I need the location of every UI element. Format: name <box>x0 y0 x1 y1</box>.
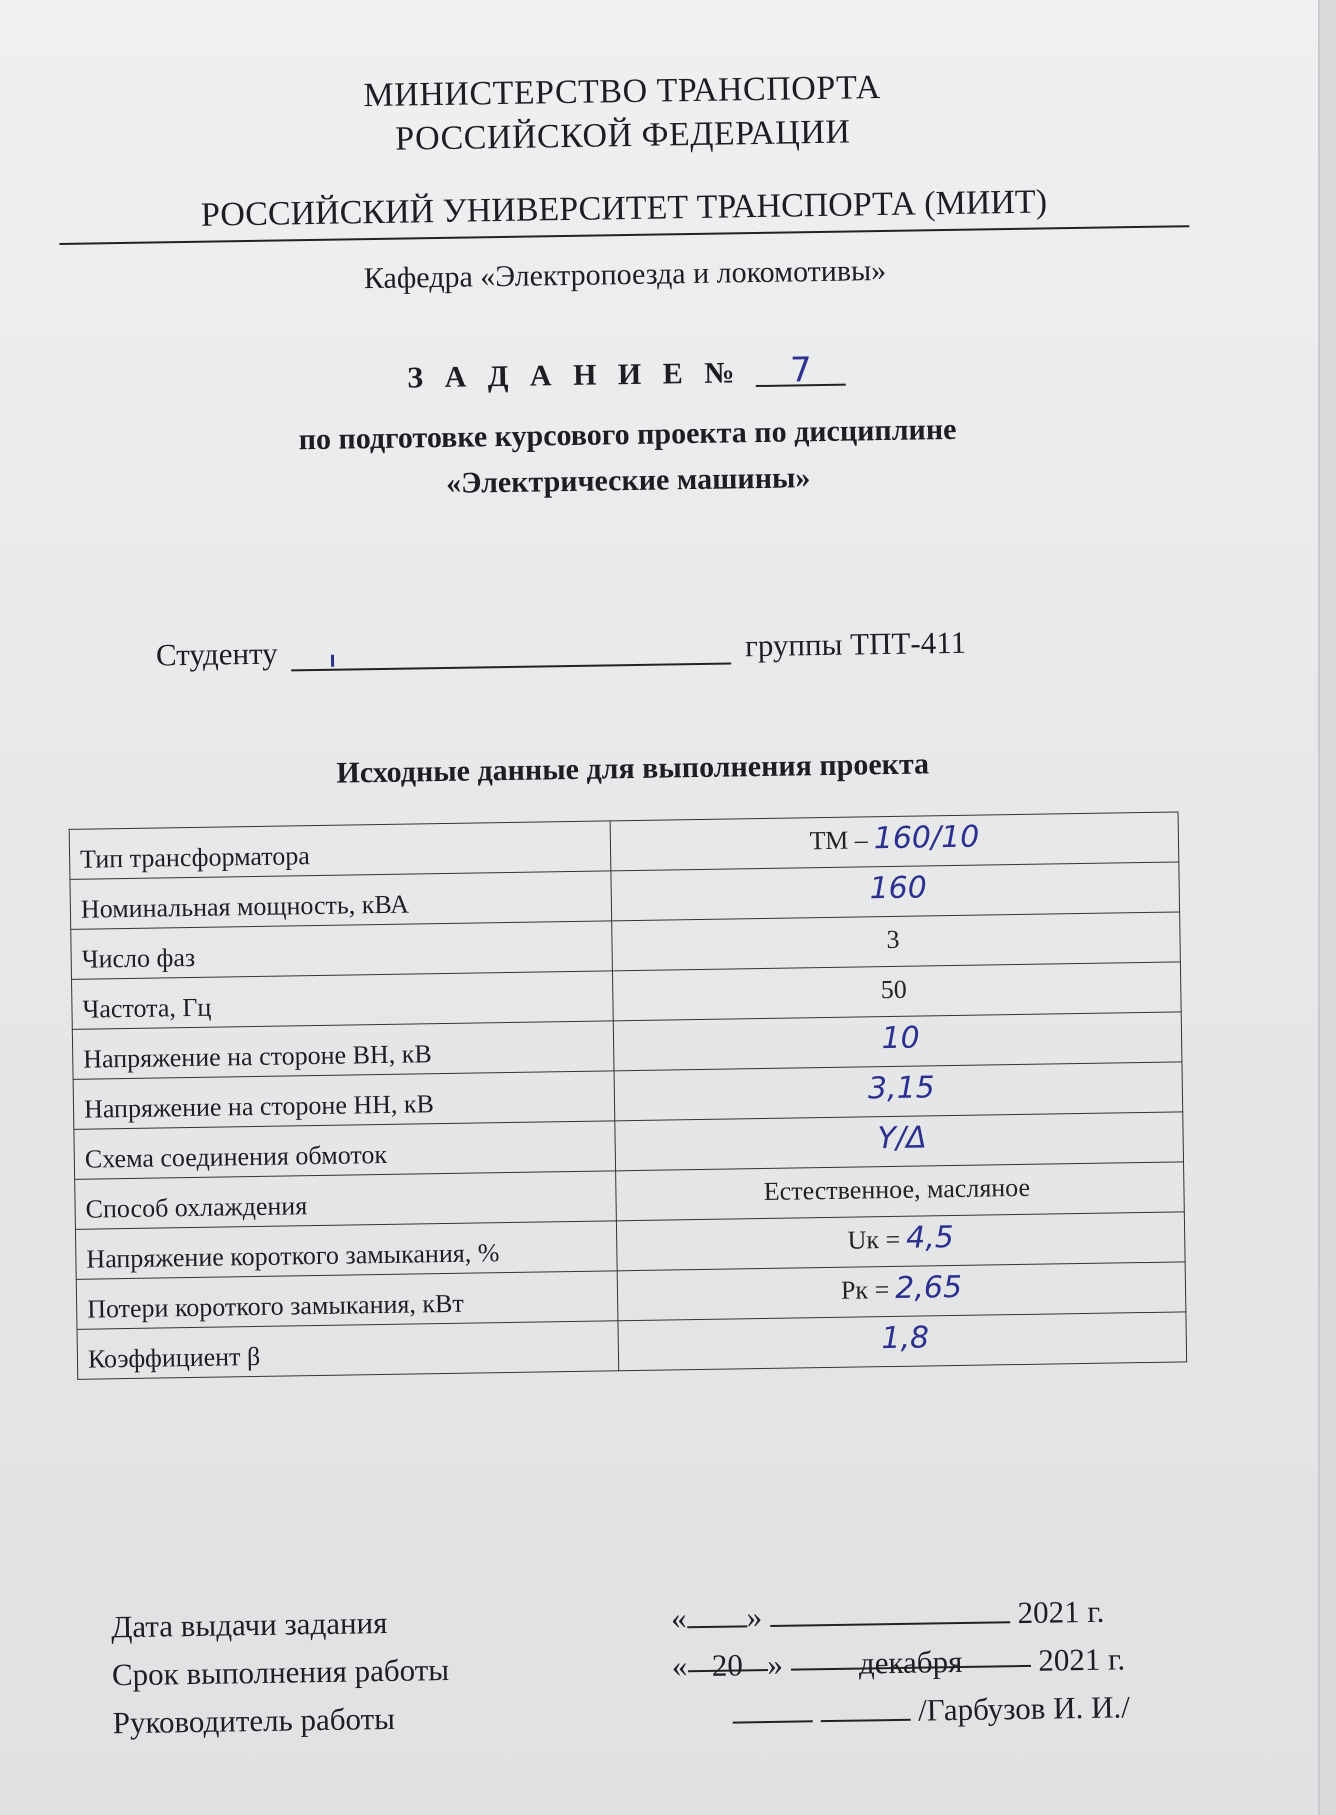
student-label: Студенту <box>155 635 278 673</box>
param-value <box>615 1112 1184 1171</box>
student-line <box>156 625 967 674</box>
student-name-blank <box>291 632 731 671</box>
ministry-line-1: МИНИСТЕРСТВО ТРАНСПОРТА <box>363 69 882 115</box>
param-label: Способ охлаждения <box>75 1171 617 1229</box>
supervisor-name: /Гарбузов И. И./ <box>917 1689 1131 1728</box>
param-printed-value: ТМ – <box>809 825 868 856</box>
param-value <box>618 1312 1187 1371</box>
param-printed-value: 3 <box>886 924 900 955</box>
subtitle-line-1: по подготовке курсового проекта по дисциплине <box>298 412 957 457</box>
signature-blank-2 <box>820 1691 910 1722</box>
signature-blank-1 <box>732 1692 812 1723</box>
deadline-label: Срок выполнения работы <box>111 1652 450 1693</box>
issue-quote-open: « <box>670 1600 687 1636</box>
param-label: Напряжение короткого замыкания, % <box>75 1221 617 1279</box>
param-value <box>610 812 1179 871</box>
deadline-value: « 20 » декабря 2021 г. <box>672 1635 1126 1690</box>
param-handwritten-value: 3,15 <box>867 1070 935 1107</box>
ministry-line-2: РОССИЙСКОЙ ФЕДЕРАЦИИ <box>394 113 851 158</box>
supervisor-label: Руководитель работы <box>112 1700 396 1741</box>
param-value <box>612 962 1181 1021</box>
task-title <box>51 349 1201 401</box>
param-handwritten-value: 2,65 <box>894 1269 963 1306</box>
param-handwritten-value: Y/Δ <box>877 1120 927 1157</box>
deadline-month: декабря <box>790 1637 1030 1671</box>
param-handwritten-value: 160 <box>869 870 928 907</box>
data-heading: Исходные данные для выполнения проекта <box>336 747 930 790</box>
task-number: 7 <box>756 356 846 387</box>
footer-block <box>111 1586 1193 1747</box>
param-value <box>614 1062 1183 1121</box>
param-handwritten-value <box>1036 1169 1037 1204</box>
param-value <box>611 862 1180 921</box>
param-printed-value: Pк = <box>840 1275 890 1305</box>
param-value <box>613 1012 1182 1071</box>
param-handwritten-value: 1,8 <box>881 1320 930 1357</box>
issue-year: 2021 г. <box>1017 1593 1105 1631</box>
deadline-day: 20 <box>687 1641 767 1672</box>
university-name: РОССИЙСКИЙ УНИВЕРСИТЕТ ТРАНСПОРТА (МИИТ) <box>59 181 1190 245</box>
param-printed-value: Естественное, масляное <box>763 1172 1031 1207</box>
document-content <box>46 31 1223 1789</box>
param-label: Частота, Гц <box>72 971 614 1029</box>
param-label: Потери короткого замыкания, кВт <box>76 1271 618 1329</box>
issue-quote-close: » <box>746 1599 763 1635</box>
supervisor-value <box>732 1683 1130 1737</box>
param-label: Номинальная мощность, кВА <box>70 871 612 929</box>
param-value <box>617 1262 1186 1321</box>
issue-month-blank <box>770 1593 1010 1627</box>
task-title-label: З А Д А Н И Е № <box>407 356 742 395</box>
subtitle-line-2: «Электрические машины» <box>445 461 811 500</box>
param-value <box>616 1212 1185 1271</box>
param-printed-value: 50 <box>880 974 908 1005</box>
ministry-heading <box>47 61 1198 167</box>
param-label: Напряжение на стороне ВН, кВ <box>72 1021 614 1079</box>
pen-mark <box>331 655 334 667</box>
param-value <box>616 1162 1185 1221</box>
issue-date-value <box>671 1588 1105 1643</box>
params-table <box>69 811 1188 1379</box>
param-handwritten-value <box>905 921 906 956</box>
department-name: Кафедра «Электропоезда и локомотивы» <box>363 253 887 296</box>
param-label: Схема соединения обмоток <box>74 1121 616 1179</box>
student-group: группы ТПТ-411 <box>744 624 967 664</box>
param-handwritten-value: 4,5 <box>905 1220 955 1256</box>
issue-day-blank <box>686 1597 746 1628</box>
param-label: Число фаз <box>71 921 613 979</box>
param-label: Напряжение на стороне НН, кВ <box>73 1071 615 1129</box>
issue-date-label: Дата выдачи задания <box>110 1604 388 1645</box>
deadline-year: 2021 г. <box>1038 1641 1126 1678</box>
param-value <box>612 912 1181 971</box>
param-handwritten-value <box>912 971 913 1006</box>
param-handwritten-value: 160/10 <box>873 819 980 857</box>
param-label: Тип трансформатора <box>69 821 611 879</box>
param-handwritten-value: 10 <box>881 1020 920 1057</box>
param-label: Коэффициент β <box>77 1321 619 1379</box>
task-subtitle <box>52 403 1203 513</box>
param-printed-value: Uк = <box>847 1224 901 1255</box>
